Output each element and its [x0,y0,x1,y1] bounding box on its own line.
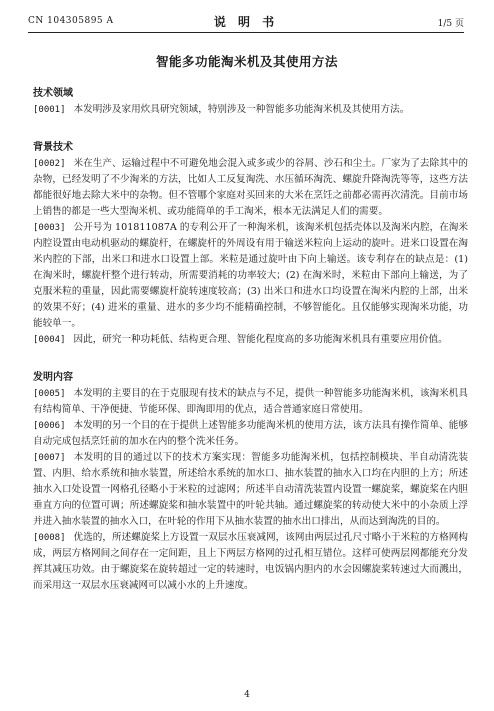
paragraph-0003 [33,220,468,332]
paragraph-number: [0002] [33,159,66,169]
paragraph-text: 因此，研究一种功耗低、结构更合理、智能化程度高的多功能淘米机具有重要应用价值。 [73,334,448,345]
paragraph-text: 米在生产、运输过程中不可避免地会混入或多或少的谷屑、沙石和尘土。厂家为了去除其中的杂物，已经发明了不少淘米的方法，比如人工反复淘洗、水压循环淘洗、螺旋升降淘洗等等，这些方法都能很好地去除大米中的杂物。但不管哪个家庭对买回来的大米在烹饪之前都必需再次清洗。目前市场上销售的都是一些大型淘米机、或功能简单的手工淘米，根本无法满足人们的需要。 [33,158,468,217]
section-heading-tech-field: 技术领域 [33,88,73,99]
patent-number: CN 104305895 A [28,16,114,26]
paragraph-text: 本发明涉及家用炊具研究领域，特别涉及一种智能多功能淘米机及其使用方法。 [73,104,410,115]
document-body [33,86,468,594]
paragraph-number: [0001] [33,105,66,115]
paragraph-0008 [33,530,468,594]
page-header [28,13,464,31]
paragraph-0006 [33,418,468,450]
paragraph-number: [0003] [33,223,66,233]
paragraph-0005 [33,386,468,418]
section-heading-invention: 发明内容 [33,372,73,383]
paragraph-0007 [33,450,468,530]
paragraph-text: 公开号为 101811087A 的专利公开了一种淘米机，该淘米机包括壳体以及淘米内腔，在淘米内腔设置由电动机驱动的螺旋杆，在螺旋杆的外周设有用于输送米粒向上运动的旋叶。进米口设置在淘米内腔的下部，出米口和进水口设置上部。米粒是通过旋叶由下向上输送。该专利存在的缺点是：(1) 在淘米时，螺旋杆整个进行转动，所需要消耗的功率较大；(2) 在淘米时，米粒由下部向上输送，为了克服米粒的重量，因此需要螺旋杆旋转速度较高；(3) 出米口和进水口均设置在淘米内腔的上部，出米的效果不好；(4) 进米的重量、进水的多少均不能精确控制，不够智能化。且仅能够实现淘米功能，功能较单一。 [33,222,468,329]
paragraph-number: [0007] [33,453,66,463]
paragraph-number: [0008] [33,533,66,543]
header-divider [28,32,464,33]
paragraph-number: [0004] [33,335,66,345]
paragraph-number: [0005] [33,389,66,399]
document-type: 说 明 书 [213,15,279,29]
document-title: 智能多功能淘米机及其使用方法 [155,54,338,69]
page-of-total: 1/5 页 [437,19,464,29]
paragraph-text: 本发明的另一个目的在于提供上述智能多功能淘米机的使用方法，该方法具有操作简单、能够自动完成包括烹饪前的加水在内的整个洗米任务。 [33,420,468,447]
paragraph-text: 优选的，所述螺旋桨上方设置一双层水压衰减网，该网由两层过孔尺寸略小于米粒的方格网构成，两层方格网间之间存在一定间距，且上下两层方格网的过孔相互错位。这样可使两层网都能充分发挥其减压功效。由于螺旋桨在旋转超过一定的转速时，电饭锅内胆内的水会因螺旋桨转速过大而溅出，而采用这一双层水压衰减网可以减小水的上升速度。 [33,532,468,591]
page-number: 4 [244,690,250,700]
paragraph-text: 本发明的目的通过以下的技术方案实现：智能多功能淘米机，包括控制模块、半自动清洗装置、内胆、给水系统和抽水装置，所述给水系统的加水口、抽水装置的抽水入口均在内胆的上方；所述抽水入口处设置一网格孔径略小于米粒的过滤网；所述半自动清洗装置内设置一螺旋桨，螺旋桨在内胆垂直方向的位置可调；所述螺旋桨和抽水装置中的叶轮共轴。通过螺旋桨的转动使大米中的小杂质上浮并进入抽水装置的抽水入口，在叶轮的作用下从抽水装置的抽水出口排出，从而达到淘洗的目的。 [33,452,468,527]
paragraph-0002 [33,156,468,220]
paragraph-text: 本发明的主要目的在于克服现有技术的缺点与不足，提供一种智能多功能淘米机，该淘米机具有结构简单、干净便捷、节能环保、即淘即用的优点，适合普通家庭日常使用。 [33,388,468,415]
paragraph-number: [0006] [33,421,66,431]
paragraph-0001 [33,102,468,118]
paragraph-0004 [33,332,468,348]
section-heading-background: 背景技术 [33,142,73,153]
